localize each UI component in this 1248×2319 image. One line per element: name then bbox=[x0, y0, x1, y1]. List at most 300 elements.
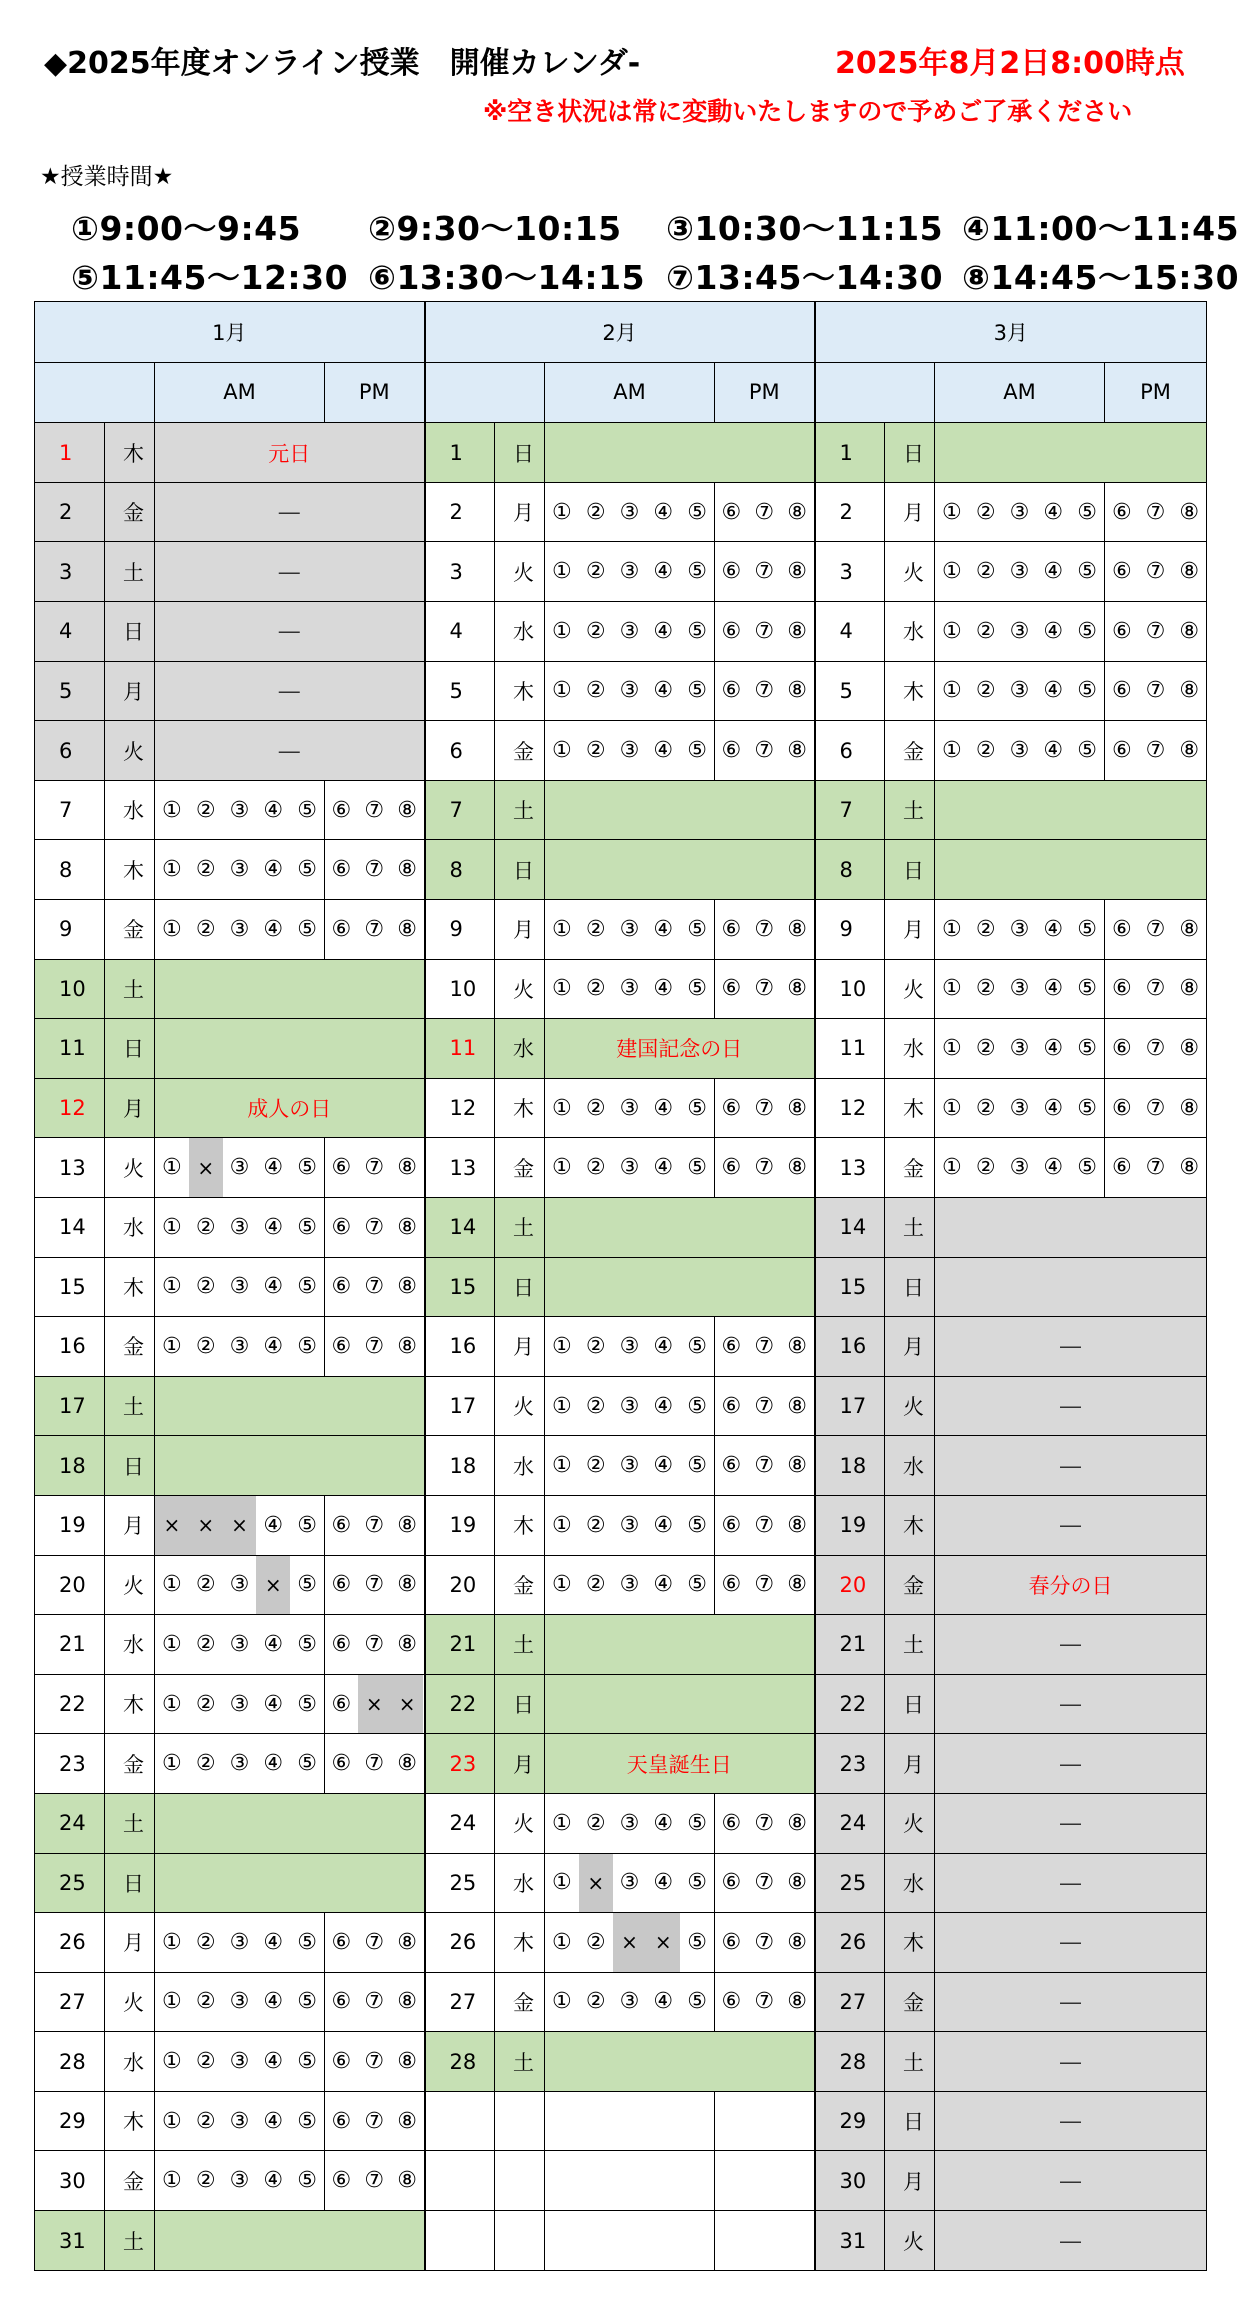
empty-cell bbox=[495, 2211, 545, 2271]
slot-available-mark: ① bbox=[162, 1929, 182, 1955]
pm-slots-cell bbox=[715, 900, 815, 960]
weekday: 木 bbox=[495, 1495, 545, 1555]
weekday: 土 bbox=[495, 1197, 545, 1257]
weekday: 月 bbox=[495, 900, 545, 960]
slot-available-mark: ⑧ bbox=[787, 618, 807, 644]
empty-cell bbox=[545, 2151, 715, 2211]
weekday: 水 bbox=[105, 780, 155, 840]
slot-available-mark: ⑤ bbox=[297, 1155, 317, 1181]
slot-available-mark: ② bbox=[195, 2049, 216, 2075]
table-row bbox=[35, 1495, 1207, 1555]
weekday: 木 bbox=[885, 1078, 935, 1138]
pm-slots-cell bbox=[325, 1257, 425, 1317]
slot-available-mark: ② bbox=[975, 1095, 996, 1121]
holiday-name: 元日 bbox=[268, 441, 311, 466]
weekday: 月 bbox=[105, 1078, 155, 1138]
day-status-cell bbox=[155, 2211, 425, 2271]
day-status-cell bbox=[155, 1078, 425, 1138]
slot-available-mark: ③ bbox=[619, 499, 640, 525]
slot-available-mark: ⑥ bbox=[331, 1214, 352, 1240]
pm-header: PM bbox=[1105, 362, 1207, 423]
day-number: 14 bbox=[35, 1197, 105, 1257]
pm-slots-cell bbox=[1105, 1019, 1207, 1079]
class-hour-slot-8: ⑧14:45～15:30 bbox=[962, 258, 1240, 297]
slot-available-mark: ⑦ bbox=[1145, 618, 1166, 644]
am-slots-cell bbox=[155, 1734, 325, 1794]
slot-available-mark: ④ bbox=[263, 857, 284, 883]
slot-available-mark: ③ bbox=[619, 1870, 640, 1896]
table-row bbox=[35, 840, 1207, 900]
slot-available-mark: ⑧ bbox=[787, 559, 807, 585]
empty-cell bbox=[495, 2151, 545, 2211]
am-slots-cell bbox=[935, 542, 1105, 602]
slot-available-mark: ④ bbox=[653, 499, 674, 525]
day-status-cell bbox=[935, 1555, 1207, 1615]
weekday: 金 bbox=[105, 900, 155, 960]
slot-available-mark: ④ bbox=[653, 1572, 674, 1598]
weekday: 月 bbox=[495, 1734, 545, 1794]
slot-available-mark: ① bbox=[162, 1631, 182, 1657]
day-number: 29 bbox=[35, 2091, 105, 2151]
day-number: 12 bbox=[425, 1078, 495, 1138]
slot-available-mark: ② bbox=[975, 976, 996, 1002]
slot-available-mark: ⑥ bbox=[1111, 976, 1132, 1002]
slot-available-mark: ⑤ bbox=[297, 1751, 317, 1777]
closed-dash: ― bbox=[1060, 1632, 1081, 1657]
slot-available-mark: ⑥ bbox=[1111, 559, 1132, 585]
day-number: 17 bbox=[815, 1376, 885, 1436]
slot-group bbox=[935, 1079, 1104, 1138]
slot-available-mark: ③ bbox=[619, 559, 640, 585]
empty-cell bbox=[425, 2151, 495, 2211]
slot-available-mark: ⑦ bbox=[754, 1572, 775, 1598]
day-number: 30 bbox=[815, 2151, 885, 2211]
slot-group bbox=[715, 1436, 814, 1495]
am-slots-cell bbox=[155, 1555, 325, 1615]
slot-available-mark: ⑥ bbox=[1111, 1095, 1132, 1121]
slot-available-mark: ④ bbox=[653, 1333, 674, 1359]
slot-available-mark: ⑧ bbox=[397, 797, 417, 823]
slot-available-mark: ③ bbox=[229, 1989, 250, 2015]
slot-available-mark: ② bbox=[195, 1274, 216, 1300]
am-slots-cell bbox=[155, 1197, 325, 1257]
weekday: 土 bbox=[105, 542, 155, 602]
weekday: 火 bbox=[885, 2211, 935, 2271]
slot-available-mark: ② bbox=[195, 1214, 216, 1240]
page-title: ◆2025年度オンライン授業 開催カレンダ- bbox=[44, 46, 641, 81]
slot-available-mark: ① bbox=[162, 1333, 182, 1359]
slot-available-mark: ④ bbox=[263, 2049, 284, 2075]
day-number: 21 bbox=[425, 1615, 495, 1675]
slot-available-mark: ⑤ bbox=[687, 1155, 707, 1181]
closed-dash: ― bbox=[1060, 2168, 1081, 2193]
class-hour-slot-5: ⑤11:45～12:30 bbox=[71, 258, 349, 297]
slot-available-mark: ② bbox=[585, 1453, 606, 1479]
day-number: 10 bbox=[815, 959, 885, 1019]
slot-available-mark: ③ bbox=[619, 678, 640, 704]
slot-available-mark: ⑦ bbox=[754, 1870, 775, 1896]
weekday: 月 bbox=[885, 1734, 935, 1794]
slot-available-mark: ① bbox=[552, 678, 572, 704]
slot-group bbox=[935, 542, 1104, 601]
class-hour-slot-1: ①9:00～9:45 bbox=[71, 209, 302, 248]
slot-group bbox=[155, 2151, 324, 2210]
slot-available-mark: ⑤ bbox=[1077, 1155, 1097, 1181]
slot-group bbox=[155, 1973, 324, 2032]
slot-available-mark: ③ bbox=[229, 797, 250, 823]
table-row bbox=[35, 1793, 1207, 1853]
weekday: 木 bbox=[885, 1913, 935, 1973]
slot-group bbox=[1105, 1079, 1206, 1138]
month-name: 1月 bbox=[35, 302, 425, 363]
day-number: 19 bbox=[35, 1495, 105, 1555]
slot-available-mark: ① bbox=[162, 797, 182, 823]
weekday: 月 bbox=[885, 2151, 935, 2211]
weekday: 月 bbox=[885, 1317, 935, 1377]
slot-group bbox=[1105, 483, 1206, 542]
table-row bbox=[35, 661, 1207, 721]
slot-available-mark: ② bbox=[195, 1631, 216, 1657]
pm-slots-cell bbox=[715, 1495, 815, 1555]
slot-group bbox=[715, 1556, 814, 1615]
slot-available-mark: ② bbox=[585, 618, 606, 644]
slot-group bbox=[155, 840, 324, 899]
slot-group bbox=[1105, 1019, 1206, 1078]
day-status-cell bbox=[935, 1615, 1207, 1675]
weekday: 水 bbox=[495, 602, 545, 662]
day-number: 6 bbox=[35, 721, 105, 781]
slot-available-mark: ⑥ bbox=[1111, 499, 1132, 525]
weekday: 水 bbox=[495, 1436, 545, 1496]
slot-available-mark: ③ bbox=[229, 1751, 250, 1777]
slot-available-mark: ① bbox=[552, 1572, 572, 1598]
day-number: 27 bbox=[425, 1972, 495, 2032]
slot-available-mark: ② bbox=[585, 1989, 606, 2015]
slot-group bbox=[715, 1973, 814, 2032]
slot-available-mark: ③ bbox=[1009, 738, 1030, 764]
slot-available-mark: ④ bbox=[1043, 618, 1064, 644]
slot-available-mark: ① bbox=[942, 1155, 962, 1181]
pm-slots-cell bbox=[1105, 602, 1207, 662]
slot-available-mark: ⑥ bbox=[721, 1870, 742, 1896]
slot-available-mark: ⑥ bbox=[721, 738, 742, 764]
day-number: 27 bbox=[35, 1972, 105, 2032]
weekday: 火 bbox=[105, 1972, 155, 2032]
day-status-cell bbox=[155, 1793, 425, 1853]
slot-available-mark: ⑤ bbox=[687, 499, 707, 525]
pm-slots-cell bbox=[715, 1793, 815, 1853]
weekday: 月 bbox=[105, 1913, 155, 1973]
am-slots-cell bbox=[935, 1019, 1105, 1079]
slot-group bbox=[325, 840, 424, 899]
slot-group bbox=[325, 1496, 424, 1555]
slot-available-mark: ⑤ bbox=[687, 1929, 707, 1955]
slot-available-mark: ⑤ bbox=[1077, 678, 1097, 704]
slot-available-mark: ⑧ bbox=[787, 1810, 807, 1836]
slot-available-mark: ⑧ bbox=[397, 1929, 417, 1955]
weekday: 土 bbox=[885, 2032, 935, 2092]
slot-available-mark: ② bbox=[195, 857, 216, 883]
day-status-cell bbox=[935, 2151, 1207, 2211]
table-row bbox=[35, 1615, 1207, 1675]
day-status-cell bbox=[935, 840, 1207, 900]
slot-available-mark: ② bbox=[585, 1512, 606, 1538]
slot-available-mark: ⑤ bbox=[687, 618, 707, 644]
slot-group bbox=[325, 1913, 424, 1972]
slot-available-mark: ⑦ bbox=[364, 1631, 385, 1657]
slot-available-mark: ④ bbox=[1043, 916, 1064, 942]
slot-available-mark: ⑤ bbox=[297, 1989, 317, 2015]
pm-slots-cell bbox=[715, 721, 815, 781]
closed-dash: ― bbox=[1060, 2228, 1081, 2253]
slot-available-mark: ⑦ bbox=[364, 1333, 385, 1359]
slot-group bbox=[545, 1377, 714, 1436]
slot-group bbox=[155, 900, 324, 959]
slot-available-mark: ② bbox=[195, 2168, 216, 2194]
slot-available-mark: ⑦ bbox=[1145, 678, 1166, 704]
slot-group bbox=[715, 542, 814, 601]
day-number: 20 bbox=[35, 1555, 105, 1615]
slot-available-mark: ① bbox=[552, 559, 572, 585]
am-header: AM bbox=[935, 362, 1105, 423]
slot-available-mark: ② bbox=[975, 738, 996, 764]
day-number: 20 bbox=[815, 1555, 885, 1615]
slot-available-mark: ⑧ bbox=[787, 738, 807, 764]
weekday: 金 bbox=[885, 721, 935, 781]
am-slots-cell bbox=[155, 900, 325, 960]
pm-slots-cell bbox=[715, 1913, 815, 1973]
weekday: 日 bbox=[105, 602, 155, 662]
slot-available-mark: ② bbox=[585, 499, 606, 525]
weekday: 月 bbox=[885, 482, 935, 542]
weekday: 金 bbox=[105, 1734, 155, 1794]
slot-group bbox=[325, 900, 424, 959]
slot-available-mark: ② bbox=[975, 499, 996, 525]
day-number: 9 bbox=[35, 900, 105, 960]
day-status-cell bbox=[545, 1197, 815, 1257]
day-number: 12 bbox=[815, 1078, 885, 1138]
day-number: 23 bbox=[425, 1734, 495, 1794]
day-number: 15 bbox=[425, 1257, 495, 1317]
day-number: 14 bbox=[425, 1197, 495, 1257]
slot-available-mark: ⑤ bbox=[1077, 559, 1097, 585]
slot-available-mark: ① bbox=[162, 2168, 182, 2194]
slot-available-mark: ④ bbox=[263, 1751, 284, 1777]
day-number: 16 bbox=[815, 1317, 885, 1377]
am-slots-cell bbox=[155, 2032, 325, 2092]
slot-available-mark: ④ bbox=[1043, 559, 1064, 585]
slot-available-mark: ⑦ bbox=[754, 738, 775, 764]
slot-available-mark: ② bbox=[975, 618, 996, 644]
weekday: 火 bbox=[885, 1793, 935, 1853]
slot-available-mark: ③ bbox=[619, 1572, 640, 1598]
weekday: 日 bbox=[495, 840, 545, 900]
slot-available-mark: ③ bbox=[1009, 916, 1030, 942]
am-slots-cell bbox=[545, 1555, 715, 1615]
day-number: 29 bbox=[815, 2091, 885, 2151]
day-number: 10 bbox=[425, 959, 495, 1019]
slot-available-mark: ⑧ bbox=[1179, 916, 1200, 942]
slot-group bbox=[715, 1138, 814, 1197]
slot-available-mark: ③ bbox=[619, 1512, 640, 1538]
weekday: 木 bbox=[105, 2091, 155, 2151]
closed-dash: ― bbox=[1060, 1870, 1081, 1895]
pm-slots-cell bbox=[1105, 721, 1207, 781]
holiday-name: 成人の日 bbox=[247, 1097, 332, 1122]
slot-available-mark: ② bbox=[195, 1691, 216, 1717]
am-slots-cell bbox=[545, 1436, 715, 1496]
slot-available-mark: ④ bbox=[653, 559, 674, 585]
slot-group bbox=[715, 662, 814, 721]
weekday: 木 bbox=[495, 1078, 545, 1138]
slot-group bbox=[545, 1496, 714, 1555]
slot-available-mark: ⑥ bbox=[331, 1929, 352, 1955]
slot-group bbox=[545, 483, 714, 542]
pm-slots-cell bbox=[715, 1317, 815, 1377]
slot-group bbox=[715, 1377, 814, 1436]
day-number: 19 bbox=[815, 1495, 885, 1555]
slot-available-mark: ③ bbox=[619, 1989, 640, 2015]
slot-available-mark: ⑦ bbox=[1145, 1035, 1166, 1061]
slot-available-mark: ⑧ bbox=[397, 1631, 417, 1657]
empty-cell bbox=[715, 2211, 815, 2271]
slot-available-mark: ⑤ bbox=[1077, 1035, 1097, 1061]
am-slots-cell bbox=[545, 1138, 715, 1198]
slot-available-mark: ① bbox=[162, 2108, 182, 2134]
slot-group bbox=[1105, 662, 1206, 721]
pm-slots-cell bbox=[715, 602, 815, 662]
slot-available-mark: ⑥ bbox=[721, 618, 742, 644]
slot-available-mark: ① bbox=[552, 1393, 572, 1419]
day-status-cell bbox=[935, 2091, 1207, 2151]
slot-available-mark: ② bbox=[585, 1333, 606, 1359]
day-number: 19 bbox=[425, 1495, 495, 1555]
day-status-cell bbox=[935, 1853, 1207, 1913]
pm-slots-cell bbox=[1105, 661, 1207, 721]
slot-available-mark: ③ bbox=[619, 1155, 640, 1181]
slot-available-mark: ⑦ bbox=[1145, 1095, 1166, 1121]
slot-available-mark: ⑧ bbox=[1179, 976, 1200, 1002]
slot-available-mark: ④ bbox=[653, 1393, 674, 1419]
slot-group bbox=[155, 1138, 324, 1197]
weekday: 火 bbox=[495, 1376, 545, 1436]
slot-group bbox=[155, 1675, 324, 1734]
day-number: 9 bbox=[425, 900, 495, 960]
slot-available-mark: ⑤ bbox=[687, 1512, 707, 1538]
day-status-cell bbox=[545, 423, 815, 483]
slot-available-mark: ④ bbox=[263, 1214, 284, 1240]
slot-available-mark: ③ bbox=[229, 1333, 250, 1359]
slot-available-mark: ⑥ bbox=[721, 1989, 742, 2015]
slot-available-mark: ⑦ bbox=[754, 499, 775, 525]
am-slots-cell bbox=[545, 1495, 715, 1555]
slot-group bbox=[325, 2092, 424, 2151]
slot-group bbox=[325, 781, 424, 840]
slot-available-mark: ⑦ bbox=[754, 1810, 775, 1836]
table-row bbox=[35, 1376, 1207, 1436]
day-number: 5 bbox=[35, 661, 105, 721]
slot-group bbox=[935, 1019, 1104, 1078]
slot-available-mark: ⑦ bbox=[364, 916, 385, 942]
slot-available-mark: ② bbox=[585, 916, 606, 942]
weekday: 月 bbox=[495, 1317, 545, 1377]
slot-full-mark: × bbox=[358, 1675, 391, 1734]
am-slots-cell bbox=[935, 959, 1105, 1019]
slot-available-mark: ⑥ bbox=[331, 2049, 352, 2075]
slot-available-mark: ③ bbox=[229, 1214, 250, 1240]
slot-available-mark: ④ bbox=[263, 2168, 284, 2194]
slot-available-mark: ① bbox=[162, 1214, 182, 1240]
pm-slots-cell bbox=[325, 1197, 425, 1257]
month-name: 2月 bbox=[425, 302, 815, 363]
slot-group bbox=[935, 900, 1104, 959]
slot-available-mark: ⑥ bbox=[1111, 618, 1132, 644]
weekday: 火 bbox=[885, 542, 935, 602]
slot-available-mark: ⑥ bbox=[721, 1929, 742, 1955]
slot-available-mark: ⑧ bbox=[397, 1274, 417, 1300]
day-status-cell bbox=[935, 1197, 1207, 1257]
am-slots-cell bbox=[545, 542, 715, 602]
slot-group bbox=[935, 960, 1104, 1019]
slot-available-mark: ② bbox=[585, 1572, 606, 1598]
slot-available-mark: ⑤ bbox=[297, 1333, 317, 1359]
slot-available-mark: ⑧ bbox=[787, 1155, 807, 1181]
slot-available-mark: ② bbox=[195, 1572, 216, 1598]
holiday-name: 天皇誕生日 bbox=[626, 1752, 732, 1777]
day-status-cell bbox=[545, 1019, 815, 1079]
table-row bbox=[35, 1257, 1207, 1317]
slot-available-mark: ⑥ bbox=[721, 678, 742, 704]
slot-available-mark: ④ bbox=[653, 916, 674, 942]
day-number: 15 bbox=[35, 1257, 105, 1317]
slot-available-mark: ⑥ bbox=[331, 1274, 352, 1300]
slot-group bbox=[545, 1854, 714, 1913]
slot-available-mark: ③ bbox=[1009, 1095, 1030, 1121]
pm-slots-cell bbox=[325, 2151, 425, 2211]
day-status-cell bbox=[935, 1793, 1207, 1853]
slot-available-mark: ⑤ bbox=[297, 857, 317, 883]
slot-available-mark: ⑧ bbox=[1179, 678, 1200, 704]
slot-available-mark: ④ bbox=[263, 1989, 284, 2015]
day-number: 22 bbox=[815, 1674, 885, 1734]
slot-available-mark: ① bbox=[552, 1929, 572, 1955]
slot-group bbox=[715, 1079, 814, 1138]
slot-available-mark: ① bbox=[942, 499, 962, 525]
slot-available-mark: ⑦ bbox=[364, 1989, 385, 2015]
day-status-cell bbox=[935, 780, 1207, 840]
slot-available-mark: ⑧ bbox=[1179, 618, 1200, 644]
weekday: 金 bbox=[105, 482, 155, 542]
am-slots-cell bbox=[935, 602, 1105, 662]
slot-available-mark: ② bbox=[585, 1393, 606, 1419]
slot-available-mark: ⑧ bbox=[1179, 1155, 1200, 1181]
am-slots-cell bbox=[155, 1495, 325, 1555]
slot-available-mark: ③ bbox=[619, 1453, 640, 1479]
slot-available-mark: ④ bbox=[263, 1333, 284, 1359]
slot-group bbox=[715, 900, 814, 959]
slot-group bbox=[325, 2151, 424, 2210]
slot-available-mark: ⑦ bbox=[754, 976, 775, 1002]
pm-slots-cell bbox=[1105, 900, 1207, 960]
day-number: 17 bbox=[35, 1376, 105, 1436]
slot-available-mark: ⑤ bbox=[297, 1929, 317, 1955]
slot-available-mark: ③ bbox=[619, 738, 640, 764]
pm-header: PM bbox=[715, 362, 815, 423]
slot-full-mark: × bbox=[391, 1675, 424, 1734]
table-row bbox=[35, 1197, 1207, 1257]
slot-available-mark: ⑤ bbox=[687, 559, 707, 585]
slot-full-mark: × bbox=[189, 1138, 223, 1197]
